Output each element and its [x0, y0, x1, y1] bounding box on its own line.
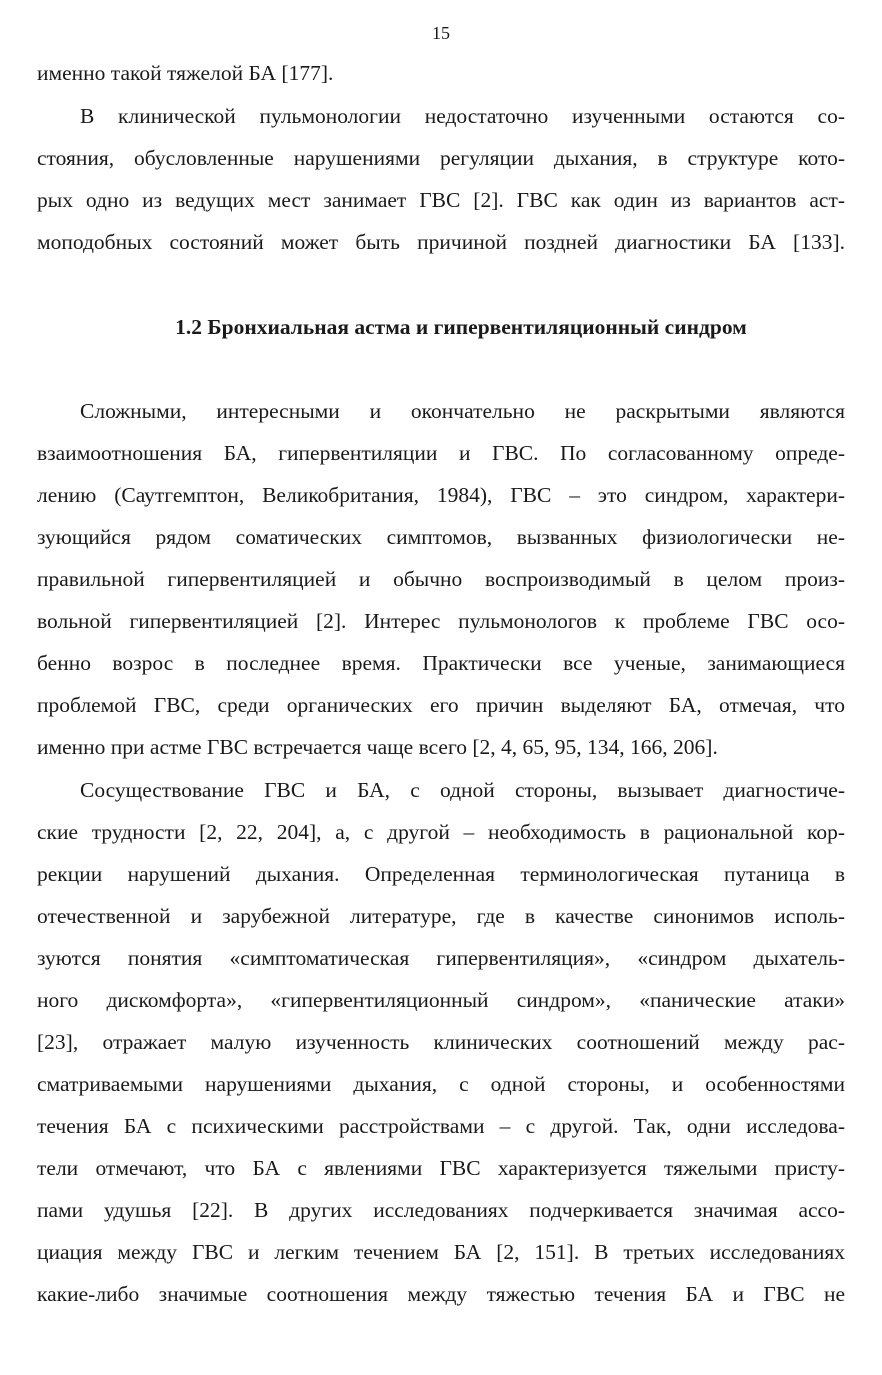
text-line: вольной гипервентиляцией [2]. Интерес пульмонологов к проблеме ГВС осо- [37, 609, 845, 633]
text-line: стояния, обусловленные нарушениями регуляции дыхания, в структуре кото- [37, 146, 845, 170]
text-line: моподобных состояний может быть причиной поздней диагностики БА [133]. [37, 230, 845, 254]
text-line: В клинической пульмонологии недостаточно изученными остаются со- [80, 104, 845, 128]
text-line: течения БА с психическими расстройствами – с другой. Так, одни исследова- [37, 1114, 845, 1138]
section-heading: 1.2 Бронхиальная астма и гипервентиляционный синдром [175, 315, 747, 339]
text-line: именно такой тяжелой БА [177]. [37, 61, 334, 85]
text-line: бенно возрос в последнее время. Практически все ученые, занимающиеся [37, 651, 845, 675]
text-line: Сосуществование ГВС и БА, с одной стороны, вызывает диагностиче- [80, 778, 845, 802]
page-number: 15 [432, 23, 450, 43]
text-line: [23], отражает малую изученность клинических соотношений между рас- [37, 1030, 845, 1054]
text-line: лению (Саутгемптон, Великобритания, 1984), ГВС – это синдром, характери- [37, 483, 845, 507]
text-line: отечественной и зарубежной литературе, где в качестве синонимов исполь- [37, 904, 845, 928]
text-line: сматриваемыми нарушениями дыхания, с одной стороны, и особенностями [37, 1072, 845, 1096]
text-line: правильной гипервентиляцией и обычно воспроизводимый в целом произ- [37, 567, 845, 591]
text-line: рекции нарушений дыхания. Определенная терминологическая путаница в [37, 862, 845, 886]
text-line: зуются понятия «симптоматическая гипервентиляция», «синдром дыхатель- [37, 946, 845, 970]
text-line: рых одно из ведущих мест занимает ГВС [2]. ГВС как один из вариантов аст- [37, 188, 845, 212]
text-line: тели отмечают, что БА с явлениями ГВС характеризуется тяжелыми присту- [37, 1156, 845, 1180]
text-line: пами удушья [22]. В других исследованиях подчеркивается значимая ассо- [37, 1198, 845, 1222]
text-line: Сложными, интересными и окончательно не раскрытыми являются [80, 399, 845, 423]
text-line: какие-либо значимые соотношения между тяжестью течения БА и ГВС не [37, 1282, 845, 1306]
text-line: взаимоотношения БА, гипервентиляции и ГВС. По согласованному опреде- [37, 441, 845, 465]
text-line: ские трудности [2, 22, 204], а, с другой – необходимость в рациональной кор- [37, 820, 845, 844]
text-line: проблемой ГВС, среди органических его причин выделяют БА, отмечая, что [37, 693, 845, 717]
text-line: ного дискомфорта», «гипервентиляционный синдром», «панические атаки» [37, 988, 845, 1012]
text-line: именно при астме ГВС встречается чаще всего [2, 4, 65, 95, 134, 166, 206]. [37, 735, 718, 759]
text-line: зующийся рядом соматических симптомов, вызванных физиологически не- [37, 525, 845, 549]
text-line: циация между ГВС и легким течением БА [2, 151]. В третьих исследованиях [37, 1240, 845, 1264]
